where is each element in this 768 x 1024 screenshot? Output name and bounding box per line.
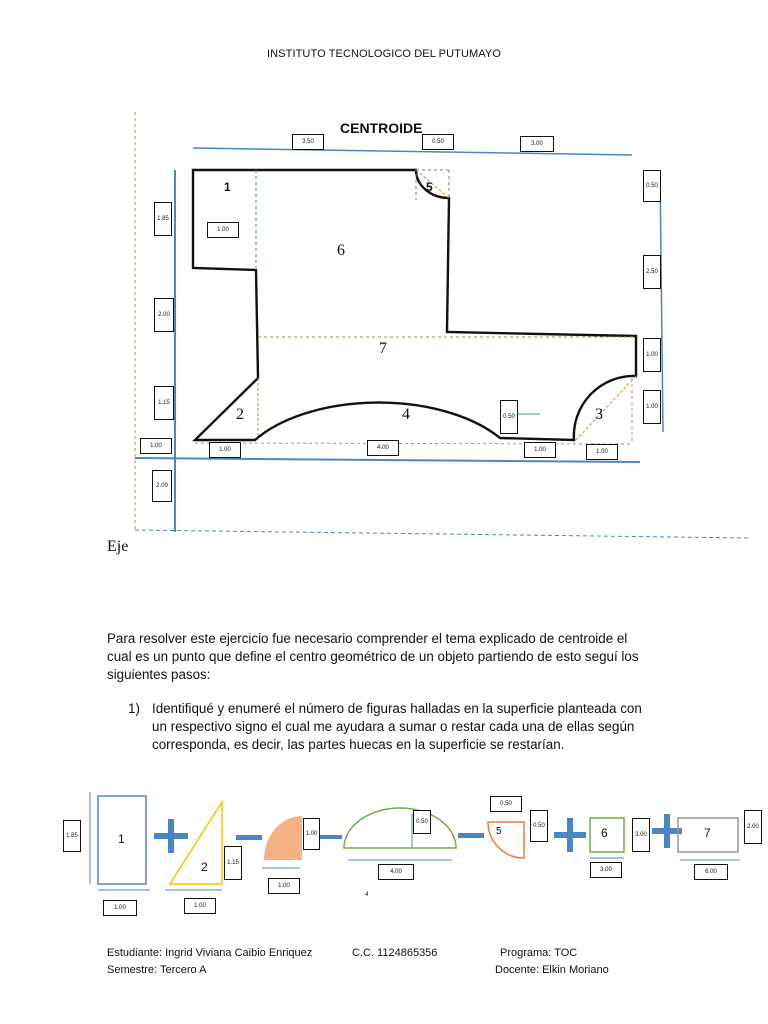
decomp-tri-height: 1.15 bbox=[224, 846, 242, 880]
decomp-quarter-radius: 1.00 bbox=[303, 818, 320, 850]
decomp-rect7-height: 2.00 bbox=[744, 810, 762, 844]
dim-right-2: 2.50 bbox=[643, 255, 661, 289]
figure-number-5: 5 bbox=[426, 180, 433, 194]
decomp-rect6-width: 3.00 bbox=[590, 862, 622, 878]
dim-left-5: 2.00 bbox=[152, 470, 172, 502]
dim-left-2: 2.00 bbox=[154, 298, 174, 332]
decomp-label-2: 2 bbox=[201, 860, 208, 874]
dim-right-1: 0.50 bbox=[643, 170, 661, 202]
step-number: 1) bbox=[128, 701, 140, 716]
step-text: Identifiqué y enumeré el número de figuras halladas en la superficie planteada con un respectivo signo el cual me ayudara a sumar o restar cada una de ellas según corresponda, es decir, las partes huecas en la superficie se restarían. bbox=[152, 701, 642, 752]
decomp-quarter-width: 1.00 bbox=[268, 878, 300, 894]
diagram-title: CENTROIDE bbox=[340, 120, 423, 136]
decomp-stray-mark: 4 bbox=[365, 892, 369, 898]
decomp-rect7-width: 6.00 bbox=[694, 864, 728, 880]
decomp-semi-width: 4.00 bbox=[378, 864, 414, 880]
intro-paragraph: Para resolver este ejercicio fue necesario comprender el tema explicado de centroide el cual es un punto que define el centro geométrico de un objeto partiendo de esto seguí los siguientes pasos: bbox=[107, 631, 639, 682]
figure-number-2: 2 bbox=[236, 406, 244, 423]
decomp-tri-width: 1.00 bbox=[184, 898, 216, 914]
institution-header: INSTITUTO TECNOLOGICO DEL PUTUMAYO bbox=[266, 48, 502, 60]
decomposition-row bbox=[0, 780, 768, 920]
footer-semester: Semestre: Tercero A bbox=[107, 964, 207, 976]
dim-top-1: 3.50 bbox=[292, 134, 324, 150]
dim-top-3: 3.00 bbox=[520, 136, 554, 152]
decomp-rect1-width: 1.00 bbox=[103, 900, 137, 916]
decomp-label-5: 5 bbox=[496, 826, 502, 837]
decomposition-shapes bbox=[0, 780, 768, 920]
axis-label: Eje bbox=[107, 538, 129, 555]
footer-id: C.C. 1124865356 bbox=[352, 947, 438, 959]
footer-student: Estudiante: Ingrid Viviana Caibio Enriquez bbox=[107, 947, 313, 959]
figure-number-1: 1 bbox=[224, 180, 231, 194]
dim-bottom-4: 1.00 bbox=[586, 444, 618, 460]
dim-bottom-3: 1.00 bbox=[524, 442, 556, 458]
figure-number-4: 4 bbox=[402, 406, 410, 423]
decomp-label-6: 6 bbox=[601, 826, 608, 840]
figure-number-3: 3 bbox=[595, 406, 603, 423]
decomp-q5-side: 0.50 bbox=[530, 810, 548, 842]
decomp-q5-top: 0.50 bbox=[490, 796, 522, 812]
dim-right-3: 1.00 bbox=[643, 338, 661, 372]
dim-left-4: 1.00 bbox=[140, 438, 172, 454]
decomp-semi-height: 0.50 bbox=[413, 810, 431, 834]
dim-inside-4: 0.50 bbox=[500, 400, 518, 434]
dim-inside-1: 1.00 bbox=[207, 222, 239, 238]
decomp-label-7: 7 bbox=[704, 826, 711, 840]
figure-number-7: 7 bbox=[379, 340, 387, 357]
decomp-label-1: 1 bbox=[118, 832, 125, 846]
dim-bottom-2: 4.00 bbox=[367, 440, 399, 456]
centroid-diagram bbox=[0, 100, 768, 570]
dim-top-2: 0.50 bbox=[422, 134, 454, 150]
footer-program: Programa: TOC bbox=[500, 947, 578, 959]
decomp-rect6-height: 3.00 bbox=[632, 818, 650, 852]
footer-teacher: Docente: Elkin Moriano bbox=[495, 964, 609, 976]
dim-left-1: 1.85 bbox=[154, 202, 172, 236]
dim-bottom-1: 1.00 bbox=[209, 442, 241, 458]
dim-right-4: 1.00 bbox=[643, 390, 661, 424]
decomp-rect1-height: 1.85 bbox=[63, 820, 81, 852]
figure-number-6: 6 bbox=[337, 242, 345, 259]
dim-left-3: 1.15 bbox=[154, 386, 174, 420]
